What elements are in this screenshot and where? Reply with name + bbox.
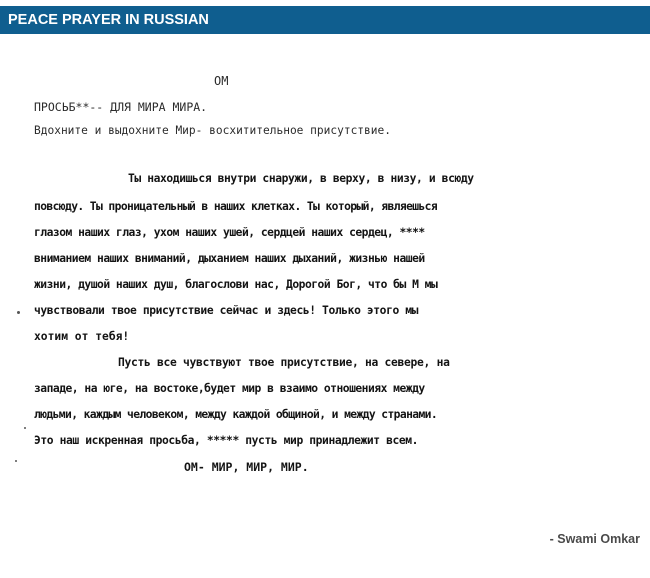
doc-line: жизни, душой наших душ, благослови нас, Дорогой Бог, что бы M мы (34, 278, 438, 291)
scan-speck (15, 460, 17, 462)
doc-line: людьми, каждым человеком, между каждой общиной, и между странами. (34, 408, 438, 421)
doc-line: глазом наших глаз, ухом наших ушей, сердцей наших сердец, **** (34, 226, 425, 239)
doc-line: повсюду. Ты проницательный в наших клетках. Ты который, являешься (34, 200, 438, 213)
scan-speck (17, 311, 20, 314)
section-title: PEACE PRAYER IN RUSSIAN (8, 12, 209, 28)
doc-line: чувствовали твое присутствие сейчас и здесь! Только этого мы (34, 304, 419, 317)
signature-attribution: - Swami Omkar (549, 532, 640, 546)
doc-line: вниманием наших вниманий, дыханием наших дыханий, жизнью нашей (34, 252, 425, 265)
section-header (0, 6, 650, 34)
doc-line: Вдохните и выдохните Мир- восхитительное присутствие. (34, 124, 391, 137)
scanned-typewritten-page (0, 34, 650, 524)
doc-line: Ты находишься внутри снаружи, в верху, в низу, и всюду (128, 172, 474, 185)
doc-line: Это наш искренная просьба, ***** пусть мир принадлежит всем. (34, 434, 419, 447)
doc-line-title: ПРОСЬБ**-- ДЛЯ МИРА МИРА. (34, 100, 208, 114)
doc-line: западе, на юге, на востоке,будет мир в взаимо отношениях между (34, 382, 425, 395)
doc-line-om-heading: ОМ (214, 74, 229, 88)
doc-line: хотим от тебя! (34, 330, 130, 343)
doc-line-closing: ОМ- МИР, МИР, МИР. (184, 460, 309, 474)
doc-line: Пусть все чувствуют твое присутствие, на севере, на (118, 356, 450, 369)
scan-speck (24, 427, 26, 429)
